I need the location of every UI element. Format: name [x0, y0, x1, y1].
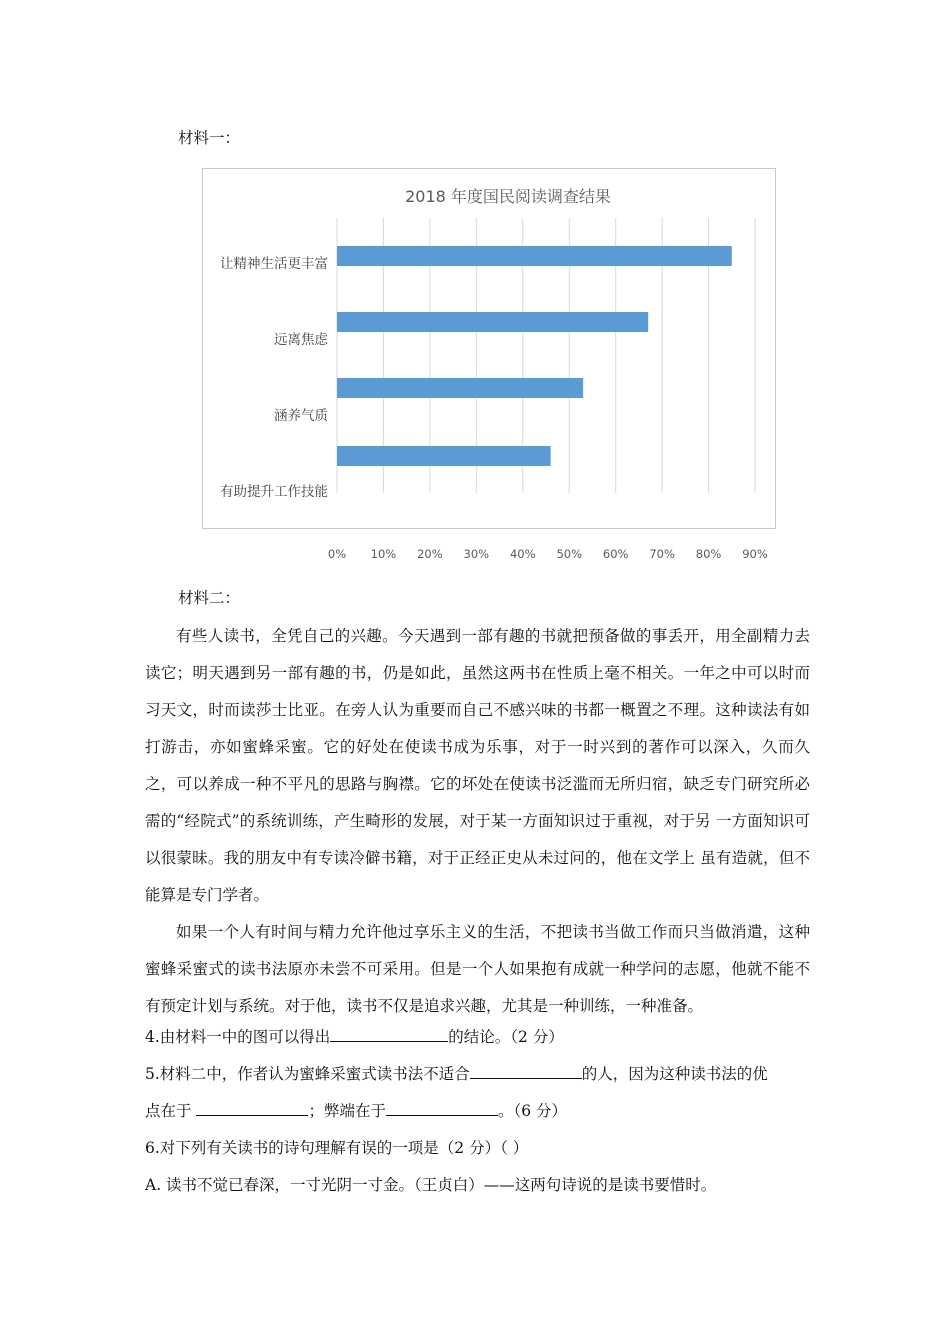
q4-text-start: 4.由材料一中的图可以得出 [145, 1028, 331, 1046]
category-label-2: 涵养气质 [274, 408, 328, 424]
q4-answer-blank[interactable] [330, 1027, 448, 1042]
bar-3 [337, 446, 551, 466]
q5-answer-blank-1[interactable] [470, 1064, 582, 1079]
question-5-line-1 [145, 1062, 768, 1084]
paragraph-2: 如果一个人有时间与精力允许他过享乐主义的生活，不把读书当做工作而只当做消遣，这种蜜蜂采蜜式的读书法原亦未尝不可采用。但是一个人如果抱有成就一种学问的志愿，他就不能不有预定计划与系统。对于他，读书不仅是追求兴趣，尤其是一种训练，一种准备。 [145, 923, 810, 1015]
reading-survey-chart [0, 0, 950, 580]
q5-answer-blank-2[interactable] [196, 1101, 308, 1116]
q4-text-end: 的结论。（2 分） [448, 1028, 564, 1046]
category-label-0: 让精神生活更丰富 [220, 256, 328, 272]
x-tick-label-1: 10% [370, 547, 397, 561]
x-tick-label-8: 80% [695, 547, 722, 561]
x-tick-label-3: 30% [463, 547, 490, 561]
question-5-line-2 [145, 1099, 567, 1121]
q5-text-mid: 的人，因为这种读书法的优 [581, 1065, 768, 1083]
question-6: 6.对下列有关读书的诗句理解有误的一项是（2 分）（ ） [145, 1139, 529, 1157]
x-tick-label-4: 40% [509, 547, 536, 561]
x-tick-label-7: 70% [649, 547, 675, 561]
x-tick-label-5: 50% [556, 547, 583, 561]
bar-2 [337, 378, 583, 398]
q5-text-end: 。（6 分） [497, 1102, 567, 1120]
x-tick-label-9: 90% [742, 547, 768, 561]
question-4 [145, 1025, 564, 1047]
material-one-label: 材料一： [178, 129, 241, 147]
chart-title: 2018 年度国民阅读调查结果 [405, 187, 611, 206]
bar-1 [337, 312, 648, 332]
x-tick-label-6: 60% [602, 547, 629, 561]
q5-text-advantage: 点在于 [145, 1102, 197, 1120]
x-tick-label-2: 20% [417, 547, 443, 561]
q5-text-drawback: ；弊端在于 [308, 1102, 386, 1120]
category-label-1: 远离焦虑 [274, 332, 328, 348]
category-label-3: 有助提升工作技能 [220, 484, 328, 500]
question-6-option-a: A. 读书不觉已春深，一寸光阴一寸金。（王贞白）——这两句诗说的是读书要惜时。 [145, 1176, 717, 1194]
q5-text-start: 5.材料二中，作者认为蜜蜂采蜜式读书法不适合 [145, 1065, 470, 1083]
q5-answer-blank-3[interactable] [386, 1101, 498, 1116]
paragraph-1: 有些人读书，全凭自己的兴趣。今天遇到一部有趣的书就把预备做的事丢开，用全副精力去读它；明天遇到另一部有趣的书，仍是如此，虽然这两书在性质上毫不相关。一年之中可以时而习天文，时而读莎士比亚。在旁人认为重要而自己不感兴味的书都一概置之不理。这种读法有如打游击，亦如蜜蜂采蜜。它的好处在使读书成为乐事，对于一时兴到的著作可以深入，久而久之，可以养成一种不平凡的思路与胸襟。它的坏处在使读书泛滥而无所归宿，缺乏专门研究所必需的“经院式”的系统训练，产生畸形的发展，对于某一方面知识过于重视，对于另 一方面知识可以很蒙昧。我的朋友中有专读冷僻书籍，对于正经正史从未过问的，他在文学上 虽有造就，但不能算是专门学者。 [145, 627, 810, 904]
bar-0 [337, 246, 732, 266]
x-tick-label-0: 0% [327, 547, 347, 561]
material-two-label: 材料二： [178, 589, 241, 607]
